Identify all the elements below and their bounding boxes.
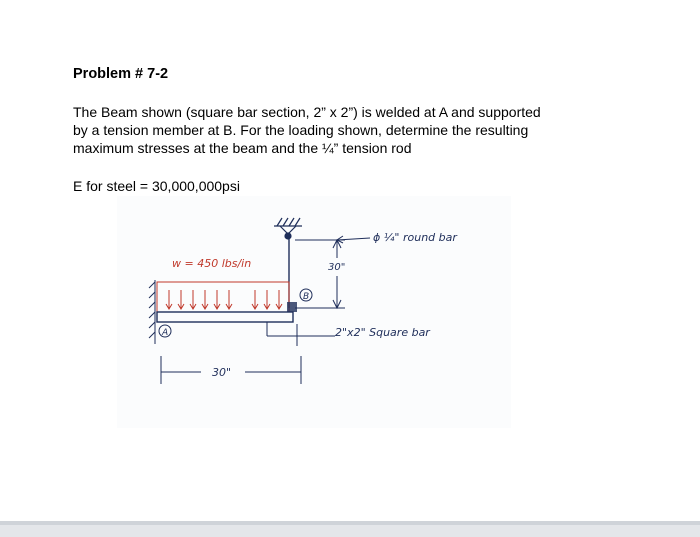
beam-section-label: 2"x2" Square bar: [335, 326, 430, 339]
span-label: 30": [212, 366, 232, 379]
load-label: w = 450 lbs/in: [172, 257, 252, 270]
load-arrows: [166, 290, 282, 309]
ceiling-support: [274, 218, 302, 239]
rod-length-label: 30": [328, 262, 346, 273]
statement-line: by a tension member at B. For the loading shown, determine the resulting: [73, 122, 529, 138]
rod-label: ϕ ¼" round bar: [373, 231, 457, 244]
problem-title: Problem # 7-2: [73, 66, 169, 82]
statement-line: maximum stresses at the beam and the ¼” tension rod: [73, 140, 412, 156]
beam-leader: [267, 322, 335, 346]
load-block: [157, 282, 289, 312]
problem-statement: [73, 103, 553, 157]
beam-sketch: [117, 196, 511, 428]
beam-figure: [117, 196, 511, 428]
wall-support: [149, 280, 155, 344]
beam-end-connection: [287, 302, 297, 312]
beam: [157, 312, 293, 322]
point-b-label: B: [303, 292, 310, 302]
modulus-text: E for steel = 30,000,000psi: [73, 178, 240, 194]
statement-line: The Beam shown (square bar section, 2” x 2”) is welded at A and supported: [73, 104, 541, 120]
bottom-scroll-bar: [0, 521, 700, 537]
point-a-label: A: [162, 328, 169, 338]
